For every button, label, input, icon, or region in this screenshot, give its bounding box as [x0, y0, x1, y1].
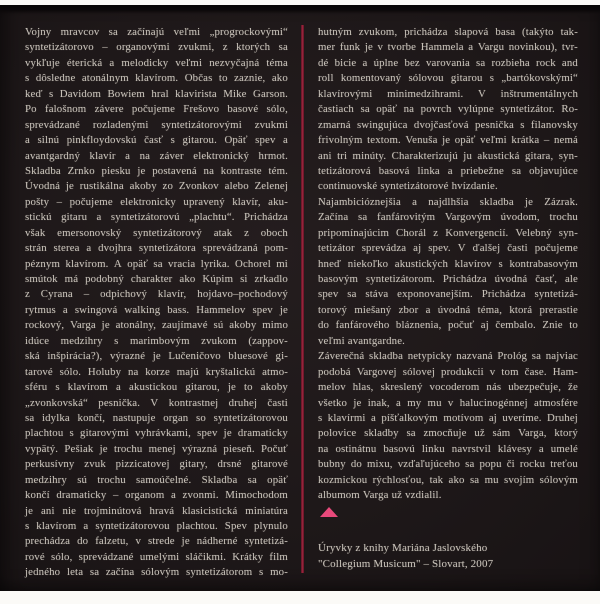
text-line: melov hlas, skreslený vocoderom nás ubezpečuje, že: [318, 381, 578, 394]
text-line: dé bicie a úplne bez varovania sa rozbieha rock and: [318, 56, 578, 69]
text-line: frivolným textom. Venuša je opäť veľmi krátka – nemá: [318, 134, 578, 147]
triangle-up-icon: [320, 507, 338, 517]
text-line: syntetizátorovo – organovými zvukmi, z ktorých sa: [25, 41, 288, 54]
text-line: rové sólo, sprevádzané umelými sláčikmi. Krátky film: [25, 550, 288, 563]
text-line: rytmus a swingová walking bass. Hammelov spev je: [25, 303, 288, 316]
text-line: prechádza do falzetu, v strede je nádherné syntetizá-: [25, 535, 288, 548]
text-line: Skladba Zrnko piesku je postavená na kontraste tém.: [25, 164, 288, 177]
text-line: spev sa stáva exponovanejším. Prichádza syntetizá-: [318, 288, 578, 301]
text-line: s klavírom a syntetizátorovou plachtou. Spev plynulo: [25, 520, 288, 532]
text-line: smútok má podobný charakter ako Kúpim si zrkadlo: [25, 273, 288, 285]
right-text-column: [318, 25, 578, 504]
text-line: vykľuje éterická a melodicky veľmi nezvyčajná téma: [25, 56, 288, 69]
text-line: Úvodná je rustikálna akoby zo Zvonkov alebo Zelenej: [25, 180, 288, 193]
text-line: tarové sólo. Holuby na korze majú kryštalickú atmo-: [25, 365, 288, 378]
text-line: „zvonkovská“ pesnička. V kontrastnej druhej časti: [25, 396, 288, 409]
text-line: continuovské syntetizátorové hvízdanie.: [318, 180, 498, 193]
credit-line-publisher: "Collegium Musicum" – Slovart, 2007: [318, 557, 494, 570]
text-line: polovice skladby sa zmocňuje už sám Varga, ktorý: [318, 427, 578, 440]
text-line: torový miešaný zbor a úvodná téma, ktorá prerastie: [318, 303, 578, 316]
text-line: veľmi avantgardne.: [318, 334, 406, 347]
credit-block: [318, 541, 580, 572]
text-line: a silnú pinkfloydovskú časť s gitarou. Opäť spev a: [25, 134, 288, 147]
text-line: hutným zvukom, prichádza slapová basa (takýto tak-: [318, 26, 578, 38]
text-line: s dôsledne atonálnym klavírom. Občas to zaznie, ako: [25, 72, 288, 85]
text-line: kozmickou rýchlosťou, tak ako sa mu svojím sólovým: [318, 473, 578, 486]
text-line: ani tri minúty. Charakterizujú ju akustická gitara, syn-: [318, 149, 578, 162]
text-line: do fanfárového bláznenia, počuť aj čembalo. Znie to: [318, 319, 578, 332]
text-line: pripomínajúcim Chorál z Konvergencií. Velebný syn-: [318, 226, 578, 239]
left-text-column: [25, 25, 288, 581]
text-line: idúce medzihry s marimbovým zvukom (zappov-: [25, 334, 288, 347]
text-line: albumom Varga už vzdialil.: [318, 489, 442, 502]
text-line: stickú gitaru a syntetizátorovú „plachtu“. Prichádza: [25, 211, 288, 224]
text-line: tetizátorová basová linka a priebežne sa objavujúce: [318, 164, 578, 177]
column-divider-rule: [301, 25, 304, 573]
text-line: zmarná swingujúca dvojčasťová pesnička s filanovsky: [318, 118, 578, 131]
text-line: s klavírmi a píšťalkovým motívom aj uveríme. Druhej: [318, 411, 578, 424]
text-line: sféru s klavírom a akustickou gitarou, je to akoby: [25, 381, 288, 394]
text-line: na ostinátnu basovú linku navrstvil klávesy a umelé: [318, 442, 578, 455]
text-line: jedného leta sa začína sólovým syntetizátorom s mo-: [25, 566, 288, 579]
text-line: avantgardný klavír a na záver elektronický hrmot.: [25, 149, 288, 162]
text-line: péznym klavírom. A opäť sa vracia lyrika. Ochorel mi: [25, 257, 288, 270]
text-line: je ani nie trojminútová hravá klasicistická miniatúra: [25, 504, 288, 517]
text-line: však emersonovský syntetizátorový atak z oboch: [25, 226, 288, 239]
text-line: rockový, Varga je atonálny, zaujímavé sú akoby mimo: [25, 319, 288, 332]
text-line: strán sterea a dvojhra syntetizátora sprevádzaná pom-: [25, 242, 288, 255]
text-line: končí dramaticky – organom a zvonmi. Mimochodom: [25, 489, 288, 502]
text-line: roll komentovaný sólovou gitarou s „bartókovskými“: [318, 72, 578, 85]
text-line: všetko je inak, a my mu v halucinogénnej atmosfére: [318, 396, 578, 409]
text-line: Vojny mravcov sa začínajú veľmi „progrockovými“: [25, 26, 288, 38]
text-line: klavírovými minimedzihrami. V inštrumentálnych: [318, 87, 578, 100]
text-line: perkusívny zvuk pizzicatovej gitary, drsné gitarové: [25, 458, 288, 471]
text-line: mer funk je v tvorbe Hammela a Vargu novinkou), tvr-: [318, 41, 578, 54]
text-line: Po falošnom závere počujeme Frešovo basové sólo,: [25, 103, 288, 116]
text-line: z Cyrana – odpichový klavír, hojdavo–pochodový: [25, 288, 288, 301]
text-line: častiach sa opäť na povrch vylúpne syntetizátor. Ro-: [318, 103, 578, 116]
text-line: pošty – počujeme elektronicky upravený klavír, aku-: [25, 195, 288, 208]
text-line: basovým syntetizátorom. Prichádza úvodná časť, ale: [318, 273, 578, 285]
text-line: keď s Davidom Bowiem hral klavirista Mike Garson.: [25, 87, 288, 100]
text-line: vypätý. Pešiak je trochu menej výrazná pieseň. Počuť: [25, 442, 288, 455]
text-line: sprevádzané rozladenými syntetizátorovými zvukmi: [25, 118, 288, 131]
text-line: ská inšpirácia?), výrazné je Lučeničovo bluesové gi-: [25, 350, 288, 363]
text-line: Najambicióznejšia a najdlhšia skladba je Zázrak.: [318, 195, 578, 208]
text-line: hneď niekoľko akustických klavírov s kontrabasovým: [318, 257, 578, 270]
text-line: sa idylka končí, nastupuje organ so syntetizátorovou: [25, 411, 288, 424]
text-line: bubny do mixu, vzďaľujúceho sa popu či rocku treťou: [318, 458, 578, 471]
page-top-shadow: [0, 5, 600, 14]
text-line: Záverečná skladba netypicky nazvaná Prológ sa najviac: [318, 350, 578, 363]
text-line: Začína sa fanfárovitým Vargovým úvodom, trochu: [318, 211, 578, 224]
text-line: podobá Vargovej sólovej produkcii v tom čase. Ham-: [318, 365, 578, 378]
text-line: medzihry sú trochu samoúčelné. Skladba sa opäť: [25, 473, 288, 486]
text-line: plachtou s gitarovými vyhrávkami, spev je dramaticky: [25, 427, 288, 440]
credit-line-source: Úryvky z knihy Mariána Jaslovského: [318, 542, 488, 554]
text-line: tetizátor sprevádza aj spev. V ďalšej časti počujeme: [318, 242, 578, 255]
